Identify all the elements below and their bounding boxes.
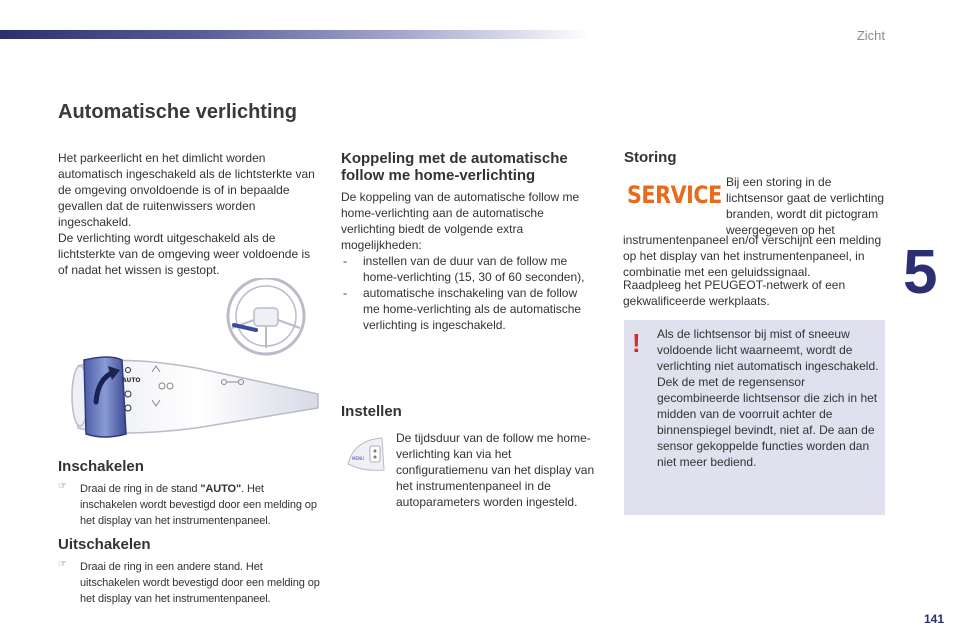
- bullet-inschakelen: [58, 481, 320, 529]
- list-item: - instellen van de duur van de follow me home-verlichting (15, 30 of 60 seconden),: [341, 253, 596, 285]
- intro-paragraph: Het parkeerlicht en het dimlicht worden automatisch ingeschakeld als de lichtsterkte van de omgeving onvoldoende is of in bepaalde gevallen dat de ruitenwissers worden ingeschakeld. De verlichting wordt uitgeschakeld als de lichtsterkte van de omgeving weer voldoende is of nadat het wissen is gestopt.: [58, 151, 315, 277]
- heading-uitschakelen: Uitschakelen: [58, 536, 151, 553]
- auto-label: AUTO: [122, 377, 141, 384]
- light-ring: [84, 357, 126, 437]
- inschakelen-auto: "AUTO": [200, 483, 242, 495]
- koppeling-intro: De koppeling van de automatische follow me home-verlichting aan de automatische verlichting biedt de volgende extra mogelijkheden:: [341, 190, 580, 252]
- heading-storing: Storing: [624, 149, 677, 166]
- exclamation-icon: !: [632, 328, 641, 358]
- heading-instellen: Instellen: [341, 403, 402, 420]
- storing-paragraph-2: Raadpleeg het PEUGEOT-netwerk of een gekwalificeerde werkplaats.: [623, 278, 846, 308]
- heading-koppeling: Koppeling met de automatische follow me home-verlichting: [341, 150, 568, 184]
- storing-paragraph-1: Bij een storing in de lichtsensor gaat de verlichting branden, wordt dit pictogram weergegeven op het: [726, 175, 885, 237]
- light-stalk-illustration: [56, 278, 320, 438]
- chapter-number: 5: [903, 238, 938, 307]
- page-title: Automatische verlichting: [58, 101, 297, 123]
- instellen-text: De tijdsduur van de follow me home-verlichting kan via het configuratiemenu van het display van het instrumentenpaneel in de autoparameters worden ingesteld.: [396, 431, 595, 509]
- storing-paragraph-1-continued: instrumentenpaneel en/of verschijnt een melding op het display van het instrumentenpaneel, in combinatie met een geluidssignaal.: [623, 233, 882, 279]
- page-number: 141: [923, 612, 944, 626]
- list-item: - automatische inschakeling van de follow me home-verlichting als de automatische verlichting is ingeschakeld.: [341, 285, 596, 333]
- steering-wheel: [228, 278, 304, 354]
- heading-inschakelen: Inschakelen: [58, 458, 144, 475]
- section-label: Zicht: [856, 28, 885, 43]
- menu-label: MENU: [352, 456, 364, 461]
- service-icon: SERVICE: [627, 181, 722, 209]
- menu-button-illustration: [344, 434, 388, 474]
- koppeling-list: [341, 253, 596, 333]
- pointer-icon: ☞: [58, 481, 67, 492]
- uitschakelen-text: Draai de ring in een andere stand. Het uitschakelen wordt bevestigd door een melding op het display van het instrumentenpaneel.: [80, 561, 320, 605]
- header-bar: [0, 30, 590, 39]
- bullet-uitschakelen: [58, 559, 320, 607]
- inschakelen-text-pre: Draai de ring in de stand: [80, 483, 201, 495]
- warning-box-text: Als de lichtsensor bij mist of sneeuw voldoende licht waarneemt, wordt de verlichting niet automatisch ingeschakeld. Dek de met de regensensor gecombineerde lichtsensor die zich in het midden van de voorruit achter de binnenspiegel bevindt, niet af. De aan de sensor gekoppelde functies worden dan niet meer bediend.: [657, 327, 879, 469]
- inschakelen-text-post: . Het inschakelen wordt bevestigd door een melding op het display van het instrumentenpaneel.: [80, 483, 317, 527]
- pointer-icon: ☞: [58, 559, 67, 570]
